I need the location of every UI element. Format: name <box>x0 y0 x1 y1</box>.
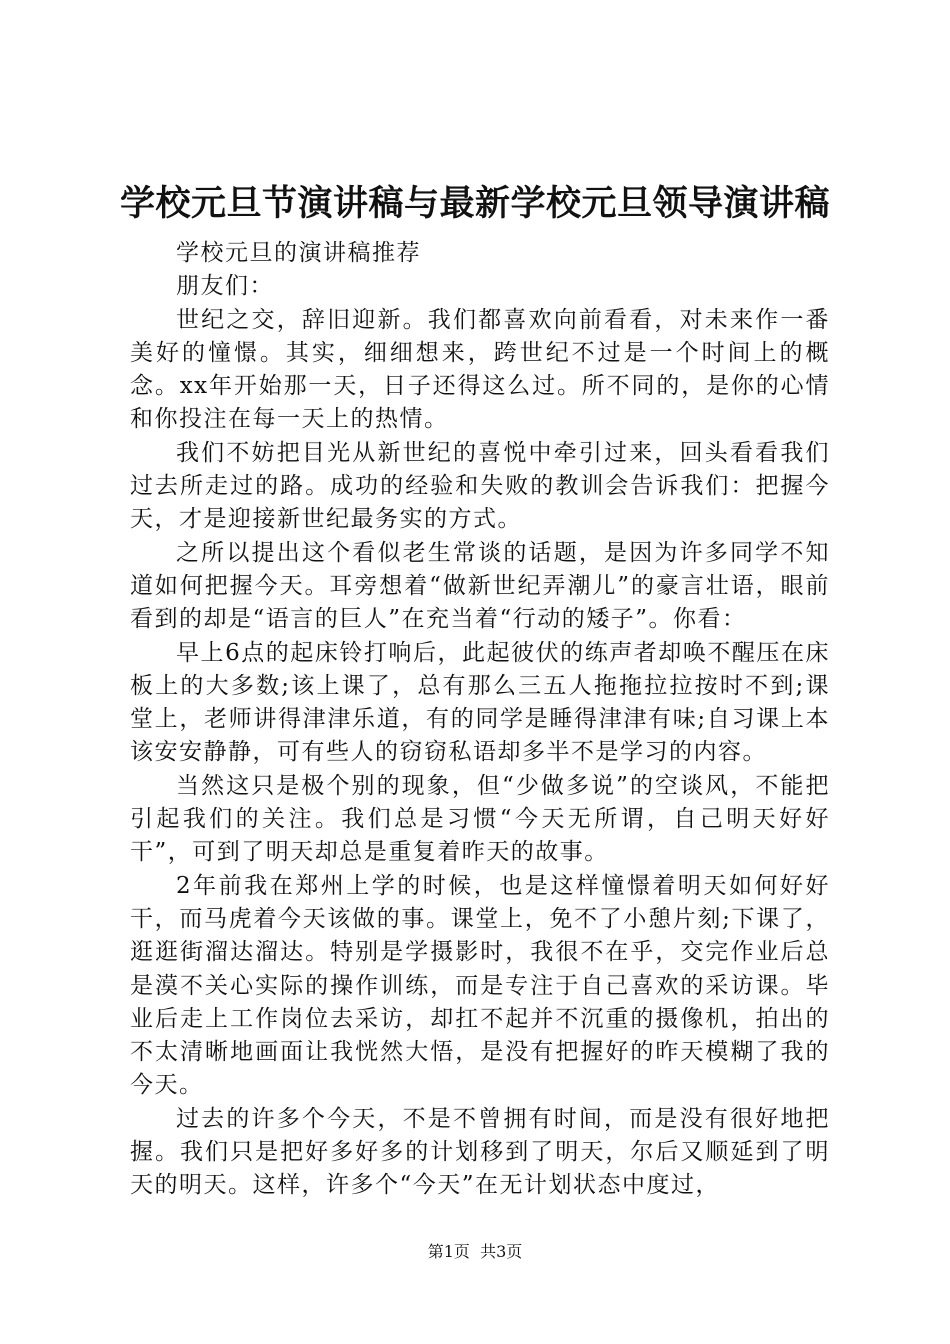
document-title: 学校元旦节演讲稿与最新学校元旦领导演讲稿 <box>119 183 830 224</box>
document-body <box>130 237 830 1203</box>
paragraph: 之所以提出这个看似老生常谈的话题，是因为许多同学不知道如何把握今天。耳旁想着“做新世纪弄潮儿”的豪言壮语，眼前看到的却是“语言的巨人”在充当着“行动的矮子”。你看： <box>130 539 830 633</box>
paragraph: 过去的许多个今天，不是不曾拥有时间，而是没有很好地把握。我们只是把好多好多的计划移到了明天，尔后又顺延到了明天的明天。这样，许多个“今天”在无计划状态中度过， <box>130 1105 830 1199</box>
paragraph: 世纪之交，辞旧迎新。我们都喜欢向前看看，对未来作一番美好的憧憬。其实，细细想来，跨世纪不过是一个时间上的概念。xx年开始那一天，日子还得这么过。所不同的，是你的心情和你投注在每一天上的热情。 <box>130 306 830 433</box>
paragraph: 我们不妨把目光从新世纪的喜悦中牵引过来，回头看看我们过去所走过的路。成功的经验和失败的教训会告诉我们：把握今天，才是迎接新世纪最务实的方式。 <box>130 439 830 533</box>
paragraph: 朋友们： <box>176 273 274 300</box>
paragraph: 2年前我在郑州上学的时候，也是这样憧憬着明天如何好好干，而马虎着今天该做的事。课堂上，免不了小憩片刻;下课了，逛逛街溜达溜达。特别是学摄影时，我很不在乎，交完作业后总是漠不关心实际的操作训练，而是专注于自己喜欢的采访课。毕业后走上工作岗位去采访，却扛不起并不沉重的摄像机，拍出的不太清晰地画面让我恍然大悟，是没有把握好的昨天模糊了我的今天。 <box>130 872 830 1099</box>
paragraph: 当然这只是极个别的现象，但“少做多说”的空谈风，不能把引起我们的关注。我们总是习惯“今天无所谓，自己明天好好干”，可到了明天却总是重复着昨天的故事。 <box>130 772 830 866</box>
paragraph: 学校元旦的演讲稿推荐 <box>176 240 421 266</box>
footer-separator <box>470 1242 480 1261</box>
paragraph: 早上6点的起床铃打响后，此起彼伏的练声者却唤不醒压在床板上的大多数;该上课了，总有那么三五人拖拖拉拉按时不到;课堂上，老师讲得津津乐道，有的同学是睡得津津有味;自习课上本该安安静静，可有些人的窃窃私语却多半不是学习的内容。 <box>130 639 830 766</box>
page-total: 共3页 <box>480 1242 523 1261</box>
page-number: 第1页 <box>427 1242 470 1261</box>
page-footer <box>0 1242 950 1262</box>
